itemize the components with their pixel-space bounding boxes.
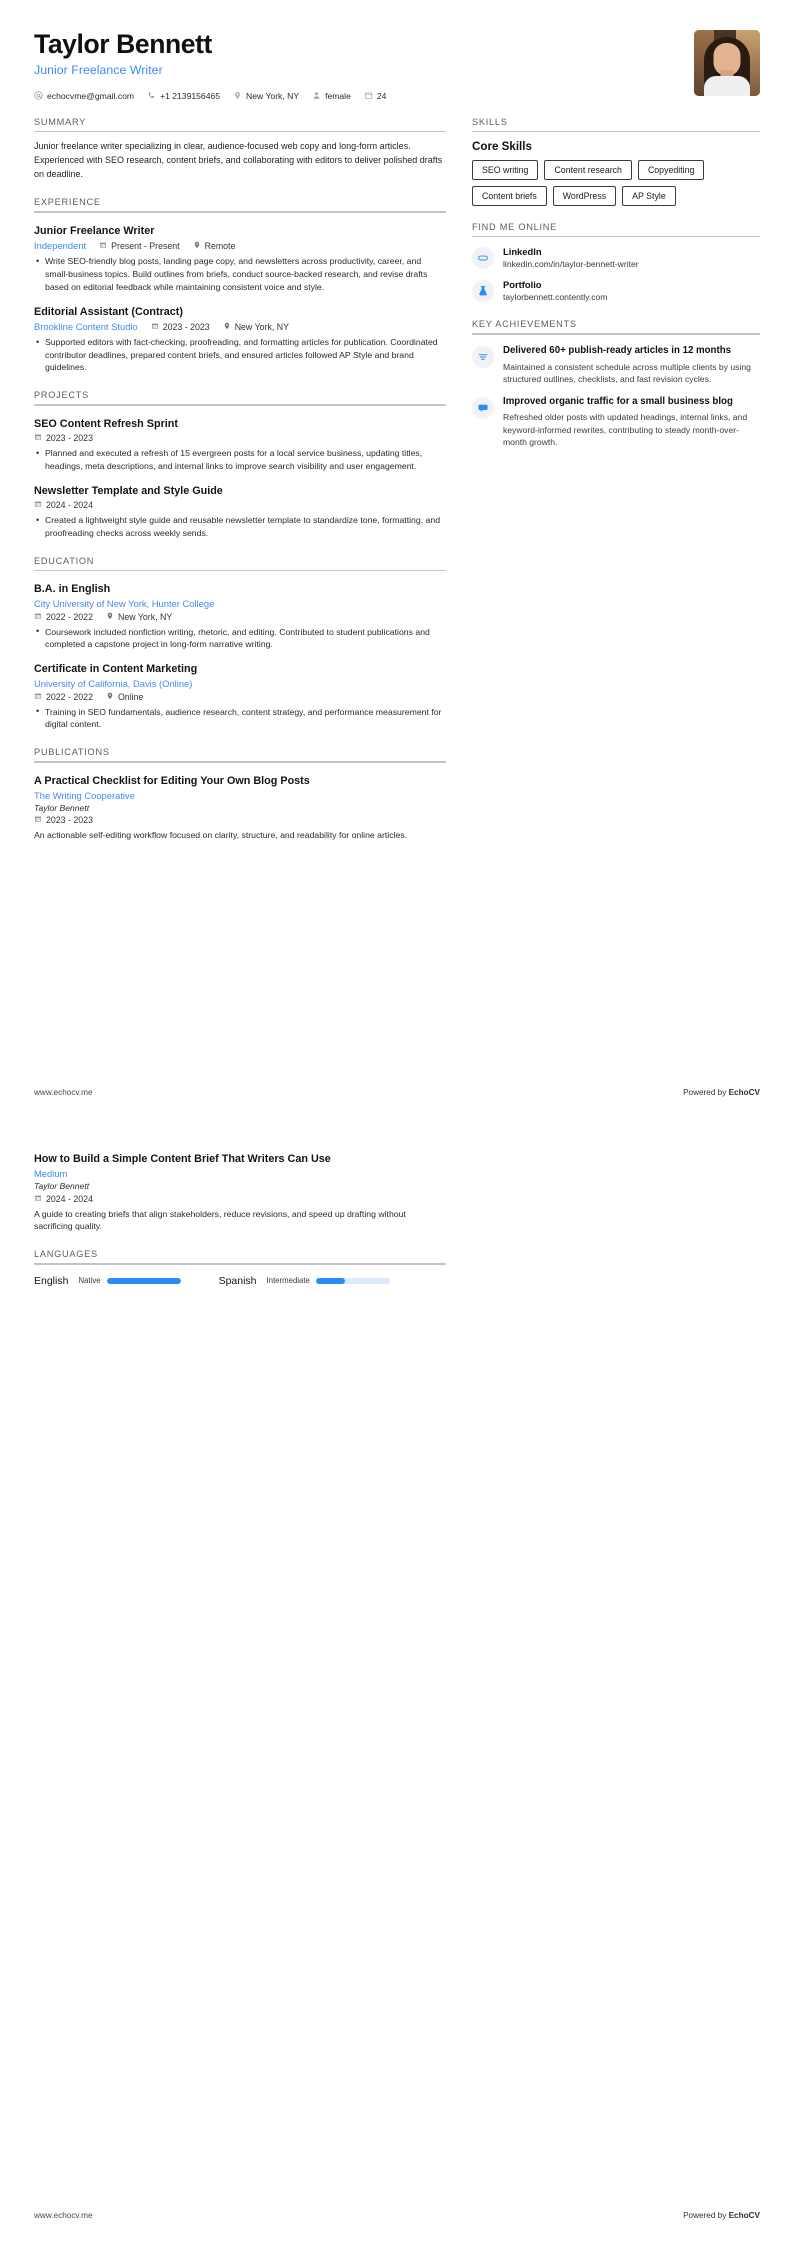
section-find-me-online: [472, 222, 760, 303]
section-publications-continued: [34, 1152, 446, 1233]
project-dates: [34, 433, 93, 443]
link-item-linkedin[interactable]: [472, 246, 760, 270]
divider: [34, 211, 446, 213]
experience-bullets: [34, 255, 446, 293]
divider: [34, 570, 446, 572]
education-meta: [34, 612, 446, 622]
project-meta: [34, 500, 446, 510]
language-name: English: [34, 1274, 69, 1287]
skill-chip: Content research: [544, 160, 631, 180]
bullet: • Coursework included nonfiction writing, rhetoric, and editing. Contributed to student publications and completed a capstone project in long-form narrative writing.: [45, 626, 446, 651]
contact-phone-value: +1 2139156465: [160, 90, 221, 101]
publication-dates-value: 2024 - 2024: [46, 1193, 93, 1204]
education-degree: Certificate in Content Marketing: [34, 663, 198, 676]
education-location: [106, 612, 172, 622]
education-dates-value: 2022 - 2022: [46, 611, 93, 622]
achievement-title: Improved organic traffic for a small business blog: [503, 395, 733, 407]
contact-row: [34, 91, 386, 101]
right-column: [472, 117, 760, 449]
divider: [34, 1263, 446, 1265]
section-summary: [34, 117, 446, 182]
experience-meta: [34, 321, 446, 332]
lines-icon: [472, 346, 494, 368]
linkedin-icon: [472, 247, 494, 269]
person-icon: [312, 91, 321, 100]
project-entry: [34, 417, 446, 473]
divider: [472, 236, 760, 238]
link-text-block: [503, 279, 607, 303]
calendar-icon: [34, 612, 42, 622]
skill-chip: WordPress: [553, 186, 616, 206]
project-name: Newsletter Template and Style Guide: [34, 484, 223, 497]
language-proficiency-bar: [107, 1278, 181, 1284]
language-level: Native: [78, 1276, 101, 1286]
contact-email-value: echocvme@gmail.com: [47, 90, 135, 101]
footer-brand: EchoCV: [728, 2211, 760, 2220]
skills-group-title: Core Skills: [472, 140, 532, 154]
divider: [34, 761, 446, 763]
achievement-item: [472, 396, 760, 449]
contact-email: [34, 91, 134, 101]
publication-entry: [34, 774, 446, 842]
job-title: Junior Freelance Writer: [34, 62, 163, 77]
footer-powered-by: [683, 1088, 760, 1097]
experience-position: Junior Freelance Writer: [34, 224, 155, 237]
publication-dates: [34, 1194, 93, 1204]
publication-description: A guide to creating briefs that align stakeholders, reduce revisions, and speed up drafting without sacrificing quality.: [34, 1208, 406, 1232]
calendar-icon: [34, 500, 42, 510]
education-degree: B.A. in English: [34, 583, 111, 596]
section-title-experience: EXPERIENCE: [34, 197, 101, 208]
experience-dates: [151, 322, 210, 332]
language-proficiency-bar: [316, 1278, 390, 1284]
skill-chip: Copyediting: [638, 160, 704, 180]
link-item-portfolio[interactable]: [472, 279, 760, 303]
section-publications: [34, 747, 446, 842]
section-title-key-achievements: KEY ACHIEVEMENTS: [472, 319, 577, 330]
publication-publisher: Medium: [34, 1168, 68, 1180]
education-bullets: [34, 626, 446, 651]
section-projects: [34, 390, 446, 539]
skill-chip: AP Style: [622, 186, 676, 206]
project-dates-value: 2023 - 2023: [46, 433, 93, 444]
section-experience: [34, 197, 446, 374]
achievement-description: Refreshed older posts with updated headings, internal links, and keyword-informed rewrites, contributing to steady month-over-month growth.: [503, 412, 748, 448]
link-text-block: [503, 246, 639, 270]
education-entry: [34, 582, 446, 651]
link-label: LinkedIn: [503, 246, 542, 258]
bullet: • Training in SEO fundamentals, audience research, content strategy, and performance measurement for digital content.: [45, 706, 446, 731]
project-bullets: [34, 514, 446, 539]
experience-location-value: New York, NY: [234, 321, 289, 332]
publication-name: A Practical Checklist for Editing Your Own Blog Posts: [34, 774, 310, 787]
project-name: SEO Content Refresh Sprint: [34, 417, 178, 430]
resume-header: [34, 28, 760, 101]
skills-chip-list: [472, 160, 760, 206]
section-title-education: EDUCATION: [34, 555, 95, 566]
bullet: • Created a lightweight style guide and reusable newsletter template to standardize tone, formatting, and proofreading checks across weekly sends.: [45, 514, 446, 539]
education-institution: City University of New York, Hunter College: [34, 598, 215, 610]
divider: [472, 131, 760, 133]
divider: [34, 404, 446, 406]
calendar-icon: [34, 433, 42, 443]
avatar: [694, 30, 760, 96]
contact-age-value: 24: [376, 90, 387, 101]
resume-columns: [34, 117, 760, 842]
publication-meta: [34, 1194, 446, 1204]
calendar-icon: [99, 241, 107, 251]
skill-chip: Content briefs: [472, 186, 547, 206]
section-title-skills: SKILLS: [472, 116, 508, 127]
divider: [472, 333, 760, 335]
education-location-value: New York, NY: [117, 611, 173, 622]
contact-gender-value: female: [325, 90, 351, 101]
location-icon: [233, 91, 242, 100]
project-meta: [34, 433, 446, 443]
section-title-find-me-online: FIND ME ONLINE: [472, 221, 558, 232]
divider: [34, 131, 446, 133]
calendar-icon: [34, 1194, 42, 1204]
section-title-languages: LANGUAGES: [34, 1249, 98, 1260]
page-footer: [34, 2211, 760, 2220]
publication-dates: [34, 815, 93, 825]
footer-website: www.echocv.me: [34, 2211, 93, 2220]
education-location-value: Online: [117, 691, 144, 702]
footer-brand: EchoCV: [728, 1088, 760, 1097]
experience-entry: [34, 224, 446, 294]
language-item-spanish: [219, 1275, 390, 1287]
experience-dates: [99, 241, 179, 251]
summary-text: Junior freelance writer specializing in clear, audience-focused web copy and long-form articles. Experienced with SEO research, content briefs, and collaborating with editors to deliver polished drafts on deadline.: [34, 141, 443, 179]
languages-row: [34, 1275, 446, 1287]
experience-dates-value: Present - Present: [111, 240, 180, 251]
section-key-achievements: [472, 319, 760, 448]
publication-name: How to Build a Simple Content Brief That Writers Can Use: [34, 1153, 331, 1165]
publication-dates-value: 2023 - 2023: [46, 815, 93, 826]
calendar-icon: [34, 815, 42, 825]
page-footer: [34, 1088, 760, 1097]
section-title-summary: SUMMARY: [34, 116, 87, 127]
contact-gender: [312, 91, 351, 101]
section-title-projects: PROJECTS: [34, 390, 90, 401]
experience-meta: [34, 240, 446, 251]
language-item-english: [34, 1275, 181, 1287]
education-bullets: [34, 706, 446, 731]
education-entry: [34, 662, 446, 731]
education-dates-value: 2022 - 2022: [46, 691, 93, 702]
location-icon: [106, 692, 114, 702]
calendar-icon: [34, 692, 42, 702]
experience-entry: [34, 305, 446, 375]
footer-powered-by: [683, 2211, 760, 2220]
chat-icon: [472, 397, 494, 419]
contact-location-value: New York, NY: [246, 90, 300, 101]
section-education: [34, 556, 446, 731]
footer-website: www.echocv.me: [34, 1088, 93, 1097]
achievement-text-block: [503, 345, 760, 386]
publication-publisher: The Writing Cooperative: [34, 789, 135, 801]
contact-phone: [147, 91, 220, 101]
portfolio-icon: [472, 280, 494, 302]
achievement-item: [472, 345, 760, 386]
section-languages: [34, 1249, 446, 1287]
publication-meta: [34, 815, 446, 825]
publication-description: An actionable self-editing workflow focused on clarity, structure, and readability for online articles.: [34, 830, 408, 841]
footer-powered-prefix: Powered by: [683, 2211, 729, 2220]
experience-location-value: Remote: [204, 240, 236, 251]
section-title-publications: PUBLICATIONS: [34, 747, 110, 758]
experience-organization: Brookline Content Studio: [34, 321, 138, 333]
contact-location: [233, 91, 299, 101]
link-label: Portfolio: [503, 279, 542, 291]
left-column: [34, 117, 446, 842]
resume-columns-page-2: [34, 1152, 760, 1287]
education-location: [106, 692, 143, 702]
location-icon: [193, 241, 201, 251]
email-icon: [34, 91, 43, 100]
left-column-page-2: [34, 1152, 446, 1287]
achievement-text-block: [503, 396, 760, 449]
experience-location: [223, 322, 289, 332]
section-skills: [472, 117, 760, 206]
education-dates: [34, 612, 93, 622]
bullet: • Supported editors with fact-checking, proofreading, and formatting articles for publication. Coordinated contributor deadlines, prepared content briefs, and ensured articles followed AP Style and brand guidelines.: [45, 336, 446, 374]
page-title: Taylor Bennett: [34, 29, 212, 59]
achievement-description: Maintained a consistent schedule across multiple clients by using structured outlines, checklists, and fast revision cycles.: [503, 361, 751, 385]
education-dates: [34, 692, 93, 702]
phone-icon: [147, 91, 156, 100]
project-dates-value: 2024 - 2024: [46, 500, 93, 511]
contact-age: [364, 91, 387, 101]
experience-location: [193, 241, 236, 251]
skill-chip: SEO writing: [472, 160, 538, 180]
project-bullets: [34, 447, 446, 472]
project-entry: [34, 484, 446, 540]
experience-position: Editorial Assistant (Contract): [34, 305, 183, 318]
publication-author: Taylor Bennett: [34, 1181, 90, 1192]
publication-author: Taylor Bennett: [34, 802, 90, 813]
education-institution: University of California, Davis (Online): [34, 678, 193, 690]
education-meta: [34, 692, 446, 702]
publication-entry: [34, 1152, 446, 1233]
experience-organization: Independent: [34, 240, 87, 252]
location-icon: [223, 322, 231, 332]
bullet: • Write SEO-friendly blog posts, landing page copy, and newsletters across productivity, career, and small-business topics. Build outlines from briefs, conduct source-backed research, and revise drafts based on editorial feedback while maintaining consistent voice and style.: [45, 255, 446, 293]
language-name: Spanish: [218, 1274, 257, 1287]
language-level: Intermediate: [266, 1276, 310, 1286]
experience-dates-value: 2023 - 2023: [162, 321, 210, 332]
calendar-icon: [151, 322, 159, 332]
link-url: taylorbennett.contently.com: [503, 292, 608, 303]
footer-powered-prefix: Powered by: [683, 1088, 729, 1097]
project-dates: [34, 500, 93, 510]
experience-bullets: [34, 336, 446, 374]
calendar-icon: [364, 91, 373, 100]
achievement-title: Delivered 60+ publish-ready articles in 12 months: [503, 344, 732, 356]
location-icon: [106, 612, 114, 622]
link-url: linkedin.com/in/taylor-bennett-writer: [503, 259, 639, 270]
header-text-block: [34, 28, 386, 101]
resume-page-2: [0, 1123, 794, 2246]
bullet: • Planned and executed a refresh of 15 evergreen posts for a local service business, updating titles, headings, meta descriptions, and internal links to improve search visibility and user engagement.: [45, 447, 446, 472]
